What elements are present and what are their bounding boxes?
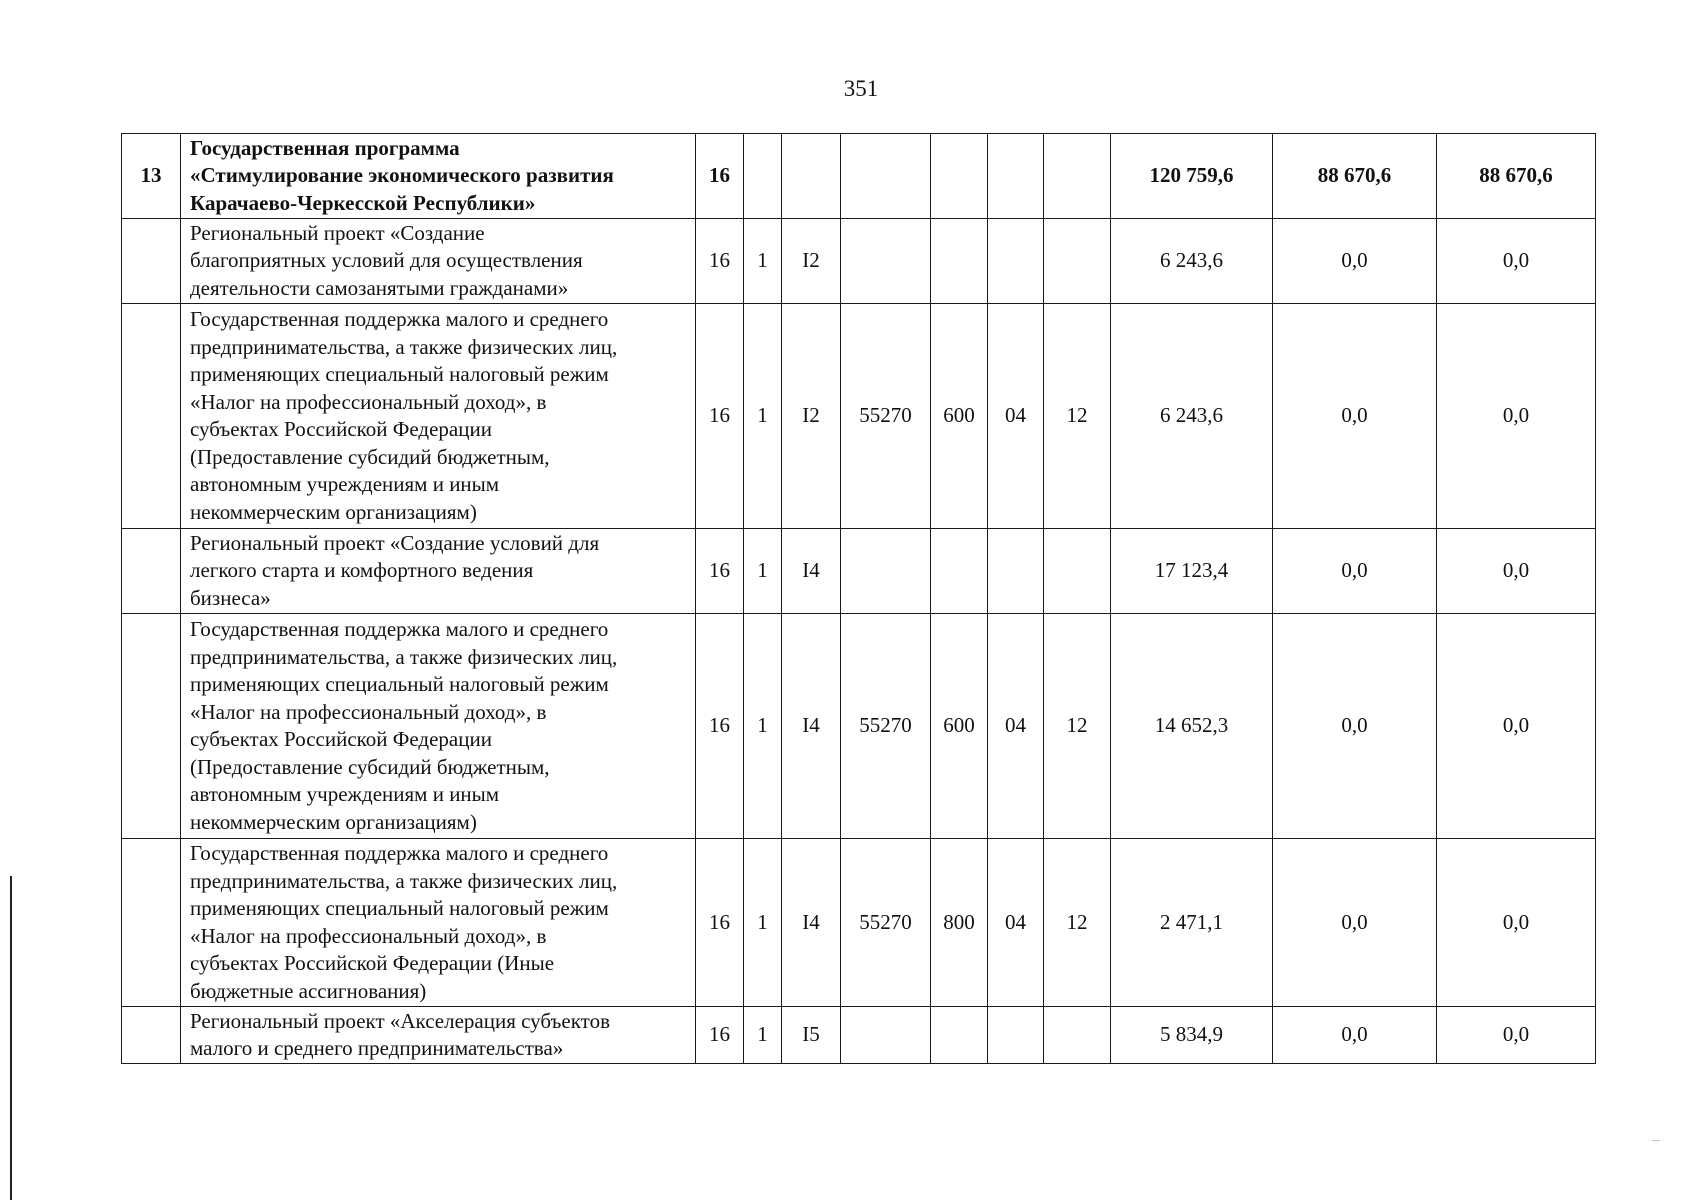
code-program-cell xyxy=(744,134,782,219)
section-cell xyxy=(988,134,1044,219)
binding-line xyxy=(10,876,12,1200)
item-name-line: «Налог на профессиональный доход», в xyxy=(190,923,547,948)
item-name-line: «Стимулирование экономического развития xyxy=(190,163,614,188)
code-project-cell: I5 xyxy=(782,1007,841,1064)
item-name-line: благоприятных условий для осуществления xyxy=(190,248,583,273)
table-row xyxy=(122,1007,1596,1064)
item-name-cell xyxy=(181,614,696,839)
code-chapter-cell: 16 xyxy=(696,219,744,304)
item-name-line: предпринимательства, а также физических лиц, xyxy=(190,644,618,669)
amount-year-1-cell: 5 834,9 xyxy=(1111,1007,1273,1064)
item-name-line: субъектах Российской Федерации xyxy=(190,727,492,751)
item-name-cell xyxy=(181,304,696,529)
subsection-cell xyxy=(1044,219,1111,304)
expense-type-cell: 600 xyxy=(931,614,988,839)
code-project-cell: I4 xyxy=(782,529,841,614)
row-number-cell xyxy=(122,839,181,1007)
amount-year-1-cell: 120 759,6 xyxy=(1111,134,1273,219)
code-direction-cell xyxy=(841,134,931,219)
amount-year-3-cell: 0,0 xyxy=(1437,614,1596,839)
item-name-line: применяющих специальный налоговый режим xyxy=(190,672,609,696)
item-name-line: субъектах Российской Федерации (Иные xyxy=(190,951,555,975)
code-chapter-cell: 16 xyxy=(696,304,744,529)
amount-year-1-cell: 2 471,1 xyxy=(1111,839,1273,1007)
code-direction-cell: 55270 xyxy=(841,304,931,529)
table-row xyxy=(122,614,1596,839)
item-name-cell xyxy=(181,529,696,614)
amount-year-3-cell: 88 670,6 xyxy=(1437,134,1596,219)
amount-year-2-cell: 88 670,6 xyxy=(1273,134,1437,219)
item-name-line: применяющих специальный налоговый режим xyxy=(190,896,609,920)
row-number-cell xyxy=(122,219,181,304)
code-direction-cell: 55270 xyxy=(841,839,931,1007)
amount-year-3-cell: 0,0 xyxy=(1437,839,1596,1007)
item-name-line: автономным учреждениям и иным xyxy=(190,472,500,496)
section-cell: 04 xyxy=(988,304,1044,529)
code-chapter-cell: 16 xyxy=(696,1007,744,1064)
amount-year-3-cell: 0,0 xyxy=(1437,304,1596,529)
expense-type-cell: 800 xyxy=(931,839,988,1007)
expense-type-cell: 600 xyxy=(931,304,988,529)
table-body xyxy=(122,134,1596,1064)
item-name-line: Государственная поддержка малого и среднего xyxy=(190,617,609,641)
subsection-cell xyxy=(1044,134,1111,219)
item-name-line: предпринимательства, а также физических лиц, xyxy=(190,868,618,893)
page-number: 351 xyxy=(843,76,879,101)
section-cell xyxy=(988,1007,1044,1064)
item-name-line: бизнеса» xyxy=(190,585,271,610)
item-name-cell xyxy=(181,1007,696,1064)
table-row xyxy=(122,304,1596,529)
item-name-line: Государственная поддержка малого и среднего xyxy=(190,307,609,331)
item-name-line: деятельности самозанятыми гражданами» xyxy=(190,275,569,300)
code-chapter-cell: 16 xyxy=(696,614,744,839)
code-chapter-cell: 16 xyxy=(696,839,744,1007)
section-cell xyxy=(988,529,1044,614)
item-name-line: малого и среднего предпринимательства» xyxy=(190,1036,564,1060)
subsection-cell xyxy=(1044,1007,1111,1064)
table-row xyxy=(122,529,1596,614)
expense-type-cell xyxy=(931,134,988,219)
item-name-line: Государственная программа xyxy=(190,135,460,160)
subsection-cell xyxy=(1044,529,1111,614)
row-number-cell xyxy=(122,614,181,839)
expense-type-cell xyxy=(931,529,988,614)
code-project-cell: I4 xyxy=(782,839,841,1007)
item-name-line: (Предоставление субсидий бюджетным, xyxy=(190,444,550,469)
expense-type-cell xyxy=(931,1007,988,1064)
row-number-cell xyxy=(122,304,181,529)
subsection-cell: 12 xyxy=(1044,839,1111,1007)
amount-year-3-cell: 0,0 xyxy=(1437,529,1596,614)
item-name-line: Карачаево-Черкесской Республики» xyxy=(190,190,536,215)
subsection-cell: 12 xyxy=(1044,304,1111,529)
row-number-cell xyxy=(122,1007,181,1064)
code-program-cell: 1 xyxy=(744,1007,782,1064)
amount-year-1-cell: 14 652,3 xyxy=(1111,614,1273,839)
code-direction-cell xyxy=(841,1007,931,1064)
amount-year-2-cell: 0,0 xyxy=(1273,219,1437,304)
item-name-line: Региональный проект «Создание условий для xyxy=(190,530,600,555)
amount-year-2-cell: 0,0 xyxy=(1273,1007,1437,1064)
code-direction-cell xyxy=(841,529,931,614)
amount-year-2-cell: 0,0 xyxy=(1273,529,1437,614)
amount-year-2-cell: 0,0 xyxy=(1273,614,1437,839)
amount-year-3-cell: 0,0 xyxy=(1437,1007,1596,1064)
code-chapter-cell: 16 xyxy=(696,134,744,219)
row-number-cell: 13 xyxy=(122,134,181,219)
code-program-cell: 1 xyxy=(744,219,782,304)
item-name-cell xyxy=(181,134,696,219)
section-cell: 04 xyxy=(988,839,1044,1007)
item-name-cell xyxy=(181,839,696,1007)
item-name-line: предпринимательства, а также физических лиц, xyxy=(190,334,618,359)
table-row xyxy=(122,134,1596,219)
edge-mark xyxy=(1652,1140,1660,1141)
section-cell: 04 xyxy=(988,614,1044,839)
table-row xyxy=(122,219,1596,304)
code-project-cell: I2 xyxy=(782,304,841,529)
amount-year-2-cell: 0,0 xyxy=(1273,304,1437,529)
item-name-line: некоммерческим организациям) xyxy=(190,499,477,524)
subsection-cell: 12 xyxy=(1044,614,1111,839)
item-name-line: Государственная поддержка малого и среднего xyxy=(190,841,609,865)
amount-year-1-cell: 17 123,4 xyxy=(1111,529,1273,614)
amount-year-3-cell: 0,0 xyxy=(1437,219,1596,304)
expense-type-cell xyxy=(931,219,988,304)
item-name-cell xyxy=(181,219,696,304)
item-name-line: бюджетные ассигнования) xyxy=(190,978,427,1003)
code-program-cell: 1 xyxy=(744,529,782,614)
item-name-line: легкого старта и комфортного ведения xyxy=(190,558,534,583)
amount-year-1-cell: 6 243,6 xyxy=(1111,304,1273,529)
item-name-line: применяющих специальный налоговый режим xyxy=(190,362,609,386)
code-direction-cell xyxy=(841,219,931,304)
item-name-line: «Налог на профессиональный доход», в xyxy=(190,699,547,724)
item-name-line: «Налог на профессиональный доход», в xyxy=(190,389,547,414)
item-name-line: автономным учреждениям и иным xyxy=(190,782,500,806)
code-program-cell: 1 xyxy=(744,304,782,529)
code-program-cell: 1 xyxy=(744,839,782,1007)
section-cell xyxy=(988,219,1044,304)
item-name-line: некоммерческим организациям) xyxy=(190,809,477,834)
row-number-cell xyxy=(122,529,181,614)
budget-table xyxy=(121,133,1596,1064)
code-chapter-cell: 16 xyxy=(696,529,744,614)
item-name-line: Региональный проект «Создание xyxy=(190,220,485,245)
table-row xyxy=(122,839,1596,1007)
item-name-line: Региональный проект «Акселерация субъектов xyxy=(190,1008,610,1033)
code-program-cell: 1 xyxy=(744,614,782,839)
amount-year-1-cell: 6 243,6 xyxy=(1111,219,1273,304)
code-project-cell: I2 xyxy=(782,219,841,304)
amount-year-2-cell: 0,0 xyxy=(1273,839,1437,1007)
code-project-cell xyxy=(782,134,841,219)
code-project-cell: I4 xyxy=(782,614,841,839)
item-name-line: (Предоставление субсидий бюджетным, xyxy=(190,754,550,779)
item-name-line: субъектах Российской Федерации xyxy=(190,417,492,441)
code-direction-cell: 55270 xyxy=(841,614,931,839)
